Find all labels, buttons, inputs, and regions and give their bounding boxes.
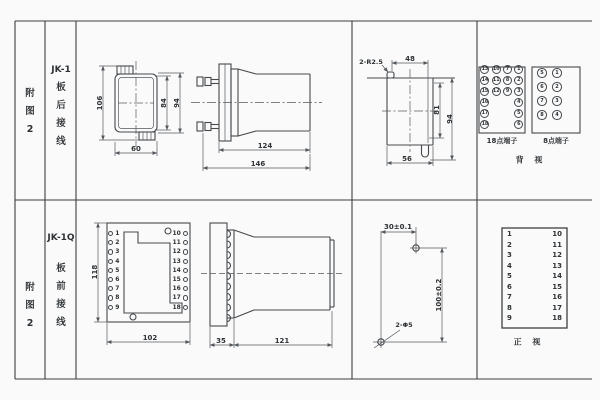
- dim-146: 146: [250, 160, 266, 168]
- pin-number: 16: [172, 285, 181, 293]
- terminal-block-8: [535, 66, 565, 122]
- terminal-18pt: 5: [514, 109, 523, 118]
- pin-dot: [183, 231, 188, 236]
- pin-dot: [183, 295, 188, 300]
- pin-number: 13: [172, 257, 181, 265]
- note-2-r2-5: 2-R2.5: [359, 58, 383, 66]
- pin-table-cell: 7: [507, 293, 512, 302]
- pin-dot: [183, 268, 188, 273]
- pin-table-cell: 17: [552, 303, 562, 312]
- pin-table-cell: 5: [507, 272, 512, 281]
- pin-number: 15: [172, 276, 181, 284]
- pin-table-cell: 10: [552, 230, 562, 238]
- terminal-8pt: 5: [537, 68, 547, 78]
- pin-table-cell: 14: [552, 272, 562, 281]
- terminal-8pt: 1: [552, 68, 562, 78]
- pin-dot: [183, 259, 188, 264]
- dim-84: 84: [160, 98, 168, 108]
- pin-number: 6: [115, 276, 120, 284]
- front-view-pins-right: [164, 229, 188, 312]
- dim-56: 56: [402, 155, 412, 163]
- terminal-18pt: 9: [503, 87, 512, 96]
- pin-number: 4: [115, 257, 120, 265]
- mounting-label-jk1: 板后接线: [56, 82, 66, 147]
- dim-102: 102: [142, 334, 158, 342]
- terminal-8pt: 2: [552, 82, 562, 92]
- pin-dot: [108, 286, 113, 291]
- jk1-side-view-drawing: [191, 64, 322, 171]
- front-view-pins-left: [108, 229, 119, 312]
- terminal-block-18: [479, 64, 524, 130]
- pin-dot: [108, 249, 113, 254]
- terminal-8pt: 6: [537, 82, 547, 92]
- jk1-panel-cutout-drawing: [367, 60, 456, 166]
- pin-table-right-column: [538, 229, 562, 324]
- terminal-18pt: 2: [514, 76, 523, 85]
- dim-124: 124: [257, 142, 273, 150]
- pin-table-cell: 4: [507, 261, 512, 270]
- pin-table-left-column: [507, 229, 512, 324]
- terminal-8pt: 7: [537, 96, 547, 106]
- terminal-8pt: 4: [552, 110, 562, 120]
- dim-94-cutout: 94: [446, 114, 454, 124]
- pin-number: 11: [172, 239, 181, 247]
- model-label-jk1q: JK-1Q: [47, 233, 75, 243]
- pin-number: 7: [115, 285, 120, 293]
- terminal-18pt: 15: [481, 88, 489, 94]
- front-view-label: 正 视: [513, 337, 545, 347]
- terminal-18pt: 12: [492, 88, 500, 94]
- dim-30: 30±0.1: [383, 223, 413, 231]
- figure-label-bottom: 附图2: [25, 282, 35, 329]
- pin-table-cell: 16: [552, 293, 562, 302]
- pin-dot: [108, 259, 113, 264]
- pin-number: 17: [172, 294, 181, 302]
- pin-dot: [183, 240, 188, 245]
- terminal-18pt: 6: [514, 120, 523, 129]
- pin-dot: [183, 249, 188, 254]
- terminal-18pt: 14: [481, 77, 489, 83]
- dim-100: 100±0.2: [435, 278, 443, 312]
- pin-table-cell: 13: [552, 261, 562, 270]
- model-label-jk1: JK-1: [51, 65, 71, 75]
- pin-dot: [183, 305, 188, 310]
- pin-table-cell: 1: [507, 230, 512, 238]
- pin-number: 10: [172, 230, 181, 238]
- terminal-18pt: 10: [492, 66, 500, 72]
- dim-81: 81: [433, 105, 441, 115]
- pin-number: 5: [115, 266, 120, 274]
- dim-121: 121: [274, 337, 290, 345]
- dim-118: 118: [91, 264, 99, 280]
- pin-dot: [183, 277, 188, 282]
- pin-number: 3: [115, 248, 120, 256]
- pin-dot: [108, 240, 113, 245]
- pin-table-cell: 12: [552, 251, 562, 260]
- dim-35: 35: [216, 337, 226, 345]
- dim-106: 106: [96, 95, 104, 111]
- pin-number: 12: [172, 248, 181, 256]
- pin-table-cell: 8: [507, 303, 512, 312]
- terminal-18pt: 17: [481, 110, 489, 116]
- pin-dot: [183, 286, 188, 291]
- terminal-18pt: 8: [503, 76, 512, 85]
- pin-number: 2: [115, 239, 120, 247]
- jk1-rear-view-drawing: [99, 61, 184, 156]
- block8-label: 8点端子: [543, 137, 569, 145]
- pin-number: 18: [172, 303, 181, 311]
- dim-60: 60: [131, 145, 141, 153]
- pin-table-cell: 6: [507, 282, 512, 291]
- pin-table-cell: 18: [552, 314, 562, 323]
- terminal-18pt: 18: [481, 121, 489, 127]
- back-view-label: 背 视: [515, 155, 547, 165]
- terminal-18pt: 13: [481, 66, 489, 72]
- pin-dot: [108, 305, 113, 310]
- pin-table-cell: 3: [507, 251, 512, 260]
- terminal-18pt: 4: [514, 98, 523, 107]
- terminal-8pt: 8: [537, 110, 547, 120]
- pin-number: 14: [172, 266, 181, 274]
- figure-label-top: 附图2: [25, 88, 35, 135]
- pin-number: 1: [115, 230, 120, 238]
- block18-label: 18点端子: [486, 137, 518, 145]
- pin-table-cell: 9: [507, 314, 512, 323]
- terminal-18pt: 7: [503, 65, 512, 74]
- pin-table-cell: 2: [507, 240, 512, 249]
- pin-dot: [108, 231, 113, 236]
- dim-48: 48: [405, 55, 415, 63]
- terminal-8pt: 3: [552, 96, 562, 106]
- pin-dot: [108, 277, 113, 282]
- pin-dot: [108, 268, 113, 273]
- pin-table-cell: 11: [552, 240, 562, 249]
- note-2-phi5: 2-Φ5: [395, 321, 413, 329]
- pin-dot: [108, 295, 113, 300]
- mounting-label-jk1q: 板前接线: [56, 263, 66, 328]
- terminal-18pt: 1: [514, 65, 523, 74]
- terminal-18pt: 16: [481, 99, 489, 105]
- dim-94-rear: 94: [173, 98, 181, 108]
- terminal-18pt: 3: [514, 87, 523, 96]
- jk1q-side-view-drawing: [201, 223, 344, 348]
- pin-table-cell: 15: [552, 282, 562, 291]
- terminal-18pt: 11: [492, 77, 500, 83]
- pin-number: 9: [115, 303, 120, 311]
- pin-number: 8: [115, 294, 120, 302]
